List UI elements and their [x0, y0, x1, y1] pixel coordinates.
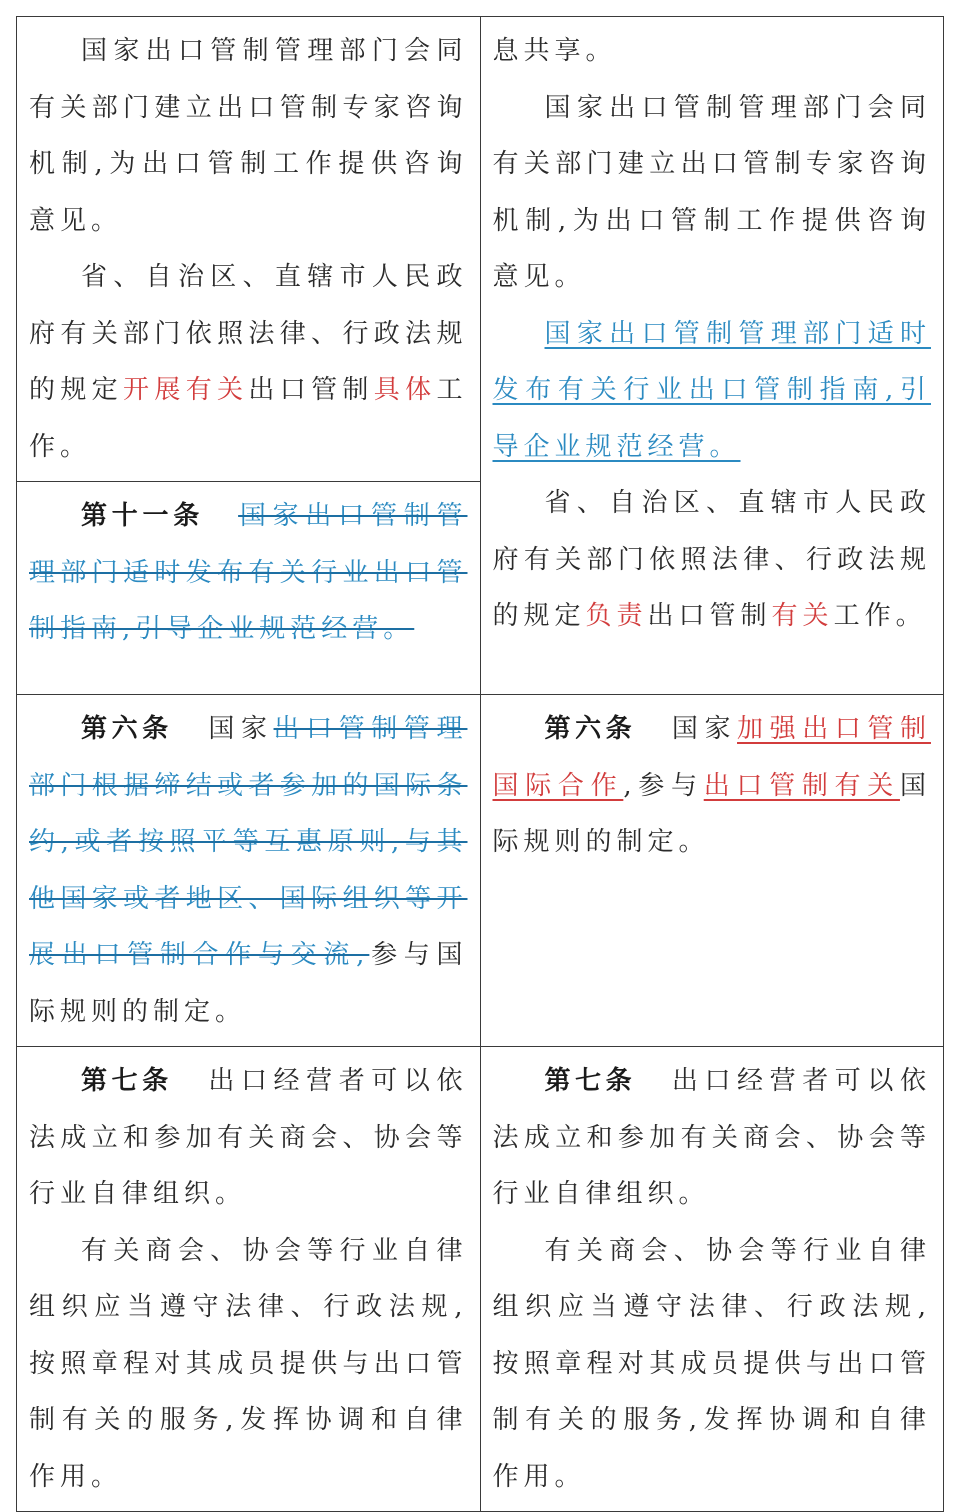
paragraph: 国家出口管制管理部门会同有关部门建立出口管制专家咨询机制,为出口管制工作提供咨询意见。 — [492, 92, 931, 292]
paragraph-continuation: 息共享。 — [492, 36, 617, 66]
article-number: 第七条 — [544, 1066, 637, 1096]
article-number: 第十一条 — [81, 501, 205, 531]
paragraph — [29, 701, 468, 1040]
new-text-cell — [480, 695, 944, 1047]
law-comparison-table — [16, 16, 944, 1512]
changed-text: 有关 — [771, 601, 834, 631]
old-text-cell — [17, 1047, 481, 1512]
paragraph — [493, 475, 932, 645]
changed-text: 开展有关 — [123, 375, 249, 405]
article-number: 第六条 — [544, 714, 637, 744]
old-text-cell — [17, 695, 481, 1047]
paragraph: 国家出口管制管理部门会同有关部门建立出口管制专家咨询机制,为出口管制工作提供咨询意见。 — [29, 36, 468, 236]
inserted-text: 出口管制有关 — [703, 770, 900, 801]
changed-text: 具体 — [373, 375, 437, 405]
inserted-text: 国家出口管制管理部门适时发布有关行业出口管制指南,引导企业规范经营。 — [492, 318, 931, 462]
text: 省、自治区、直辖市人民政府有关部门依照法律、行政法规的规定 — [492, 488, 931, 631]
text: ,参与 — [623, 770, 704, 801]
inserted-text: 加强出口管制国际合作 — [492, 714, 931, 801]
deleted-text: 出口管制管理部门根据缔结或者参加的国际条约,或者按照平等互惠原则,与其他国家或者地区、国际组织等开展出口管制合作与交流, — [29, 714, 468, 970]
changed-text: 负责 — [585, 601, 648, 631]
old-text-cell — [17, 17, 481, 482]
old-text-cell — [17, 482, 481, 695]
text: 国家 — [206, 714, 274, 744]
paragraph — [29, 488, 468, 658]
paragraph — [493, 1053, 932, 1223]
deleted-text: 国家出口管制管理部门适时发布有关行业出口管制指南,引导企业规范经营。 — [29, 501, 468, 644]
text: 工作。 — [833, 601, 927, 631]
new-text-cell — [480, 1047, 944, 1512]
paragraph — [29, 1053, 468, 1223]
article-number: 第七条 — [81, 1066, 173, 1096]
article-number: 第六条 — [81, 714, 173, 744]
table-row — [17, 1047, 944, 1512]
text: 国际规则的制定。 — [492, 770, 931, 857]
text: 工作。 — [29, 375, 468, 462]
table-row — [17, 695, 944, 1047]
text: 国家 — [670, 714, 738, 744]
text: 省、自治区、直辖市人民政府有关部门依照法律、行政法规的规定 — [29, 262, 468, 405]
paragraph: 有关商会、协会等行业自律组织应当遵守法律、行政法规,按照章程对其成员提供与出口管制有关的服务,发挥协调和自律作用。 — [492, 1235, 931, 1492]
paragraph — [29, 249, 468, 475]
text: 参与国际规则的制定。 — [29, 940, 468, 1027]
text: 出口经营者可以依法成立和参加有关商会、协会等行业自律组织。 — [29, 1066, 468, 1209]
text: 出口经营者可以依法成立和参加有关商会、协会等行业自律组织。 — [492, 1066, 931, 1209]
paragraph — [493, 306, 932, 476]
new-text-cell — [480, 17, 944, 695]
paragraph — [493, 701, 932, 871]
paragraph: 有关商会、协会等行业自律组织应当遵守法律、行政法规,按照章程对其成员提供与出口管制有关的服务,发挥协调和自律作用。 — [29, 1235, 468, 1492]
text: 出口管制 — [248, 375, 374, 405]
text: 出口管制 — [647, 601, 772, 631]
table-row — [17, 17, 944, 482]
